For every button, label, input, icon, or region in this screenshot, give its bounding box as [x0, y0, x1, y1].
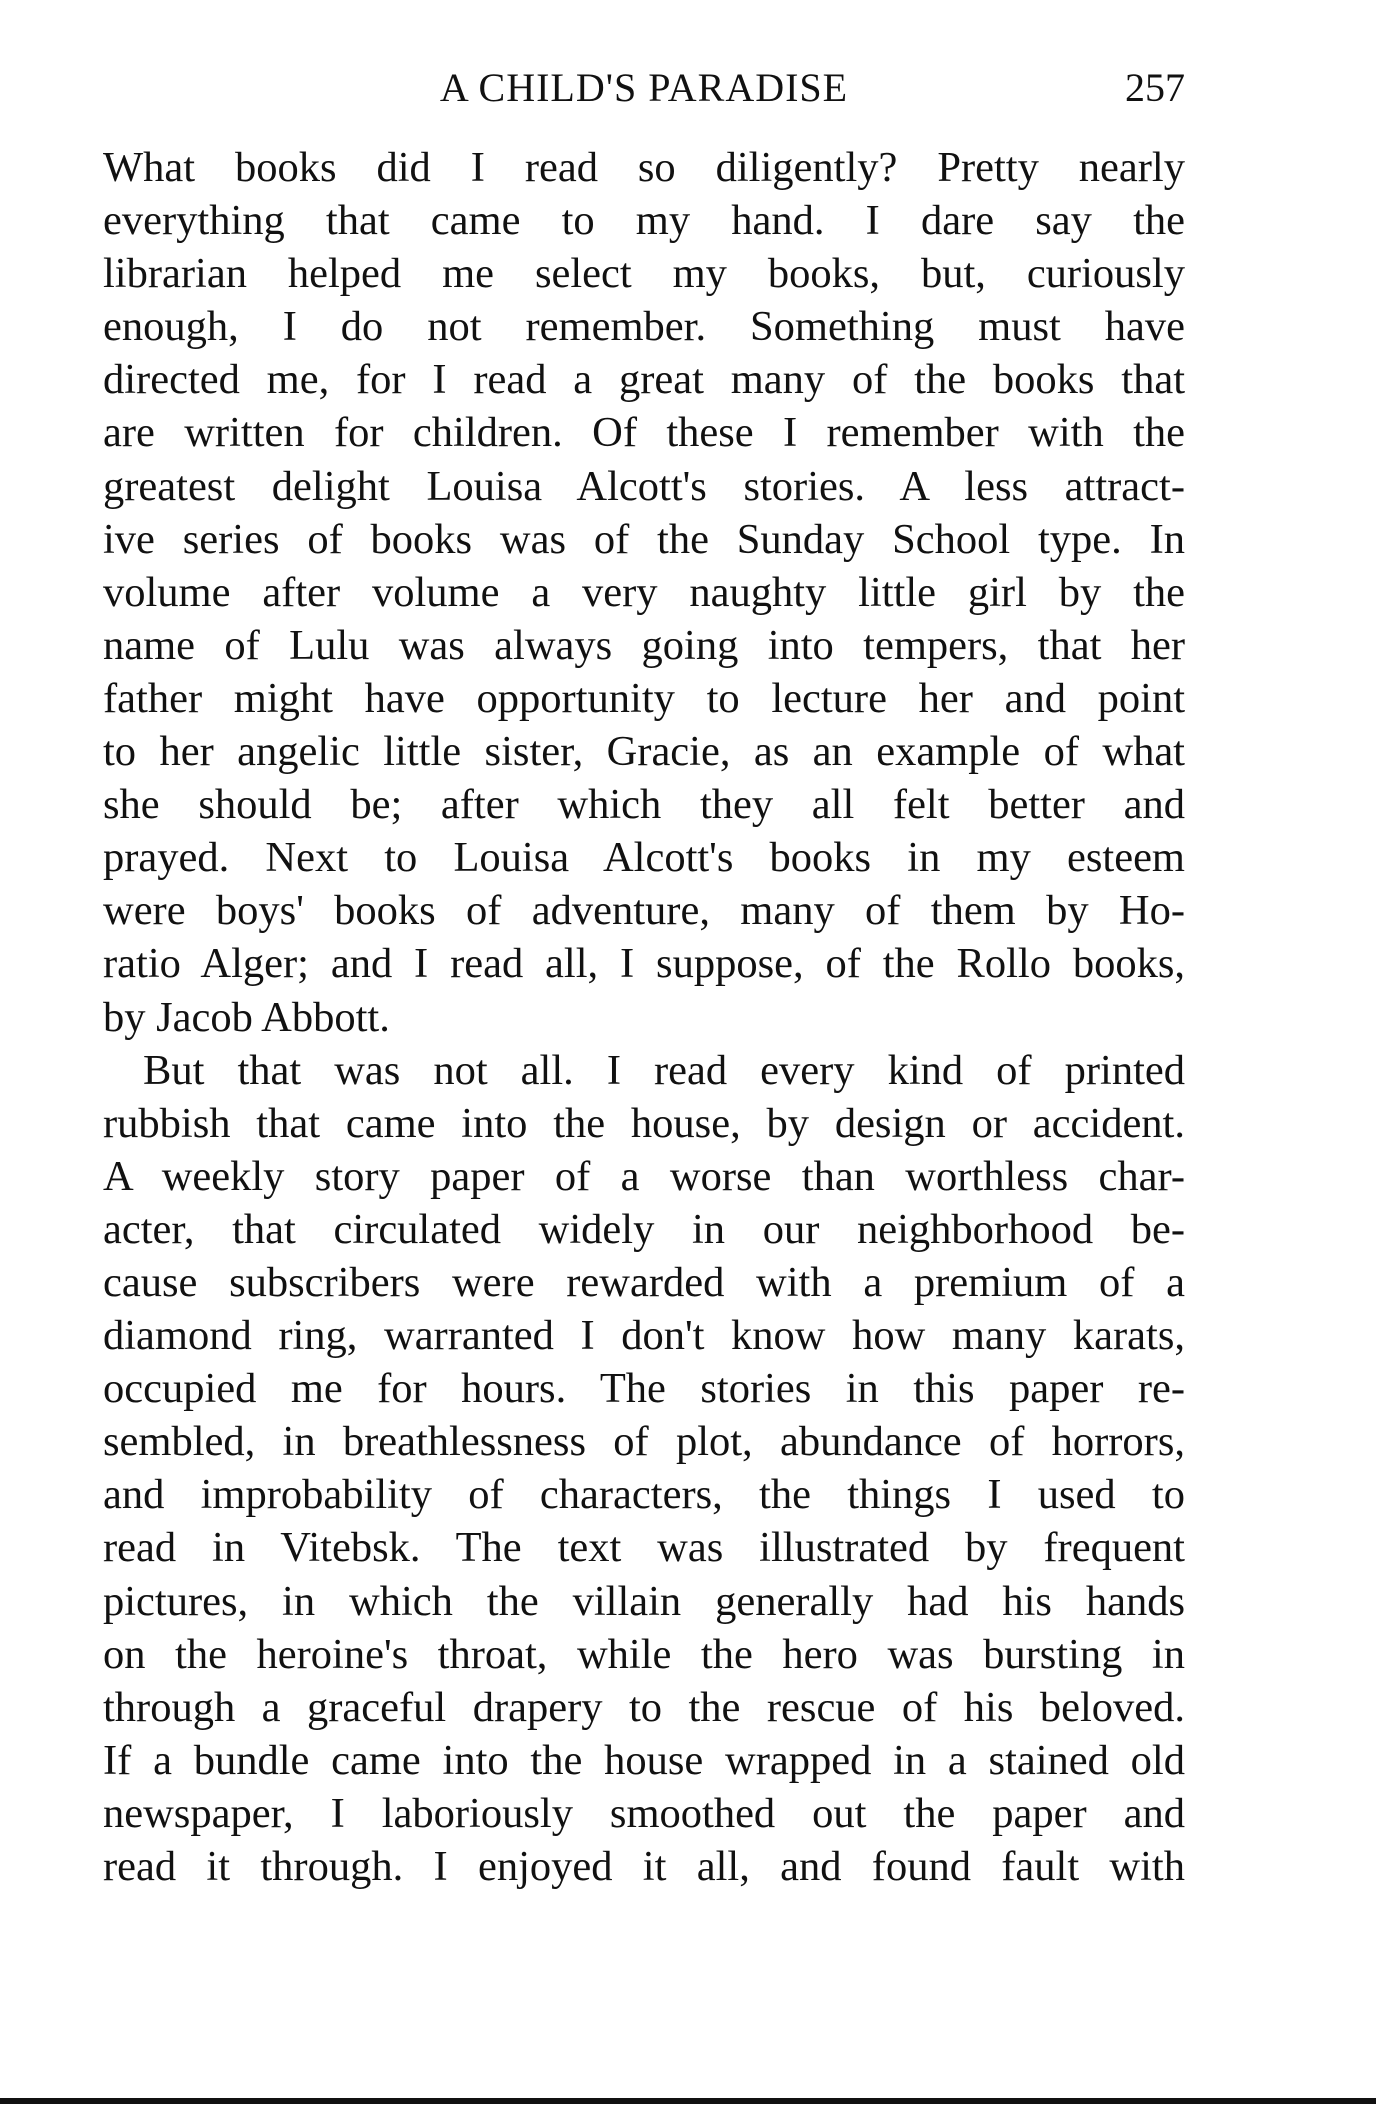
- text-line: cause subscribers were rewarded with a premium of a: [103, 1258, 1185, 1306]
- text-line: prayed. Next to Louisa Alcott's books in my esteem: [103, 834, 1185, 882]
- text-line: A weekly story paper of a worse than worthless char-: [103, 1152, 1185, 1200]
- paragraph-2: [103, 1044, 1185, 1894]
- text-line: on the heroine's throat, while the hero was bursting in: [103, 1630, 1185, 1678]
- text-line: father might have opportunity to lecture her and point: [103, 674, 1185, 722]
- body-text: [103, 141, 1185, 1893]
- text-line: pictures, in which the villain generally had his hands: [103, 1577, 1185, 1625]
- text-line: volume after volume a very naughty little girl by the: [103, 568, 1185, 616]
- text-line: If a bundle came into the house wrapped in a stained old: [103, 1736, 1185, 1784]
- text-line: But that was not all. I read every kind of printed: [143, 1046, 1185, 1094]
- text-line: through a graceful drapery to the rescue of his beloved.: [103, 1683, 1185, 1731]
- text-line: were boys' books of adventure, many of them by Ho-: [103, 887, 1185, 935]
- text-line: ive series of books was of the Sunday School type. In: [103, 515, 1185, 563]
- running-title: A CHILD'S PARADISE: [439, 65, 849, 110]
- text-line: sembled, in breathlessness of plot, abundance of horrors,: [103, 1418, 1185, 1466]
- text-line: to her angelic little sister, Gracie, as an example of what: [103, 728, 1185, 776]
- text-line: name of Lulu was always going into tempers, that her: [103, 621, 1185, 669]
- text-line: occupied me for hours. The stories in this paper re-: [103, 1365, 1185, 1413]
- text-line: and improbability of characters, the things I used to: [103, 1471, 1185, 1519]
- running-head: [103, 58, 1185, 118]
- text-line: are written for children. Of these I remember with the: [103, 409, 1185, 457]
- text-line: greatest delight Louisa Alcott's stories. A less attract-: [103, 462, 1185, 510]
- page-number: 257: [1125, 65, 1185, 110]
- text-line: ratio Alger; and I read all, I suppose, of the Rollo books,: [103, 940, 1185, 988]
- text-line: What books did I read so diligently? Pretty nearly: [103, 144, 1185, 191]
- text-line: directed me, for I read a great many of the books that: [103, 356, 1185, 404]
- text-line: rubbish that came into the house, by design or accident.: [103, 1099, 1185, 1147]
- text-line: acter, that circulated widely in our neighborhood be-: [103, 1205, 1185, 1253]
- text-line: librarian helped me select my books, but, curiously: [103, 250, 1185, 298]
- bottom-rule: [0, 2098, 1376, 2104]
- text-line: enough, I do not remember. Something must have: [103, 303, 1185, 351]
- paragraph-1: [103, 141, 1185, 1044]
- text-line: she should be; after which they all felt better and: [103, 781, 1185, 829]
- text-line: by Jacob Abbott.: [103, 993, 390, 1041]
- text-line: read in Vitebsk. The text was illustrated by frequent: [103, 1524, 1185, 1572]
- text-line: newspaper, I laboriously smoothed out the paper and: [103, 1789, 1185, 1837]
- text-line: diamond ring, warranted I don't know how many karats,: [103, 1312, 1185, 1360]
- text-line: read it through. I enjoyed it all, and found fault with: [103, 1843, 1185, 1890]
- text-line: everything that came to my hand. I dare say the: [103, 197, 1185, 245]
